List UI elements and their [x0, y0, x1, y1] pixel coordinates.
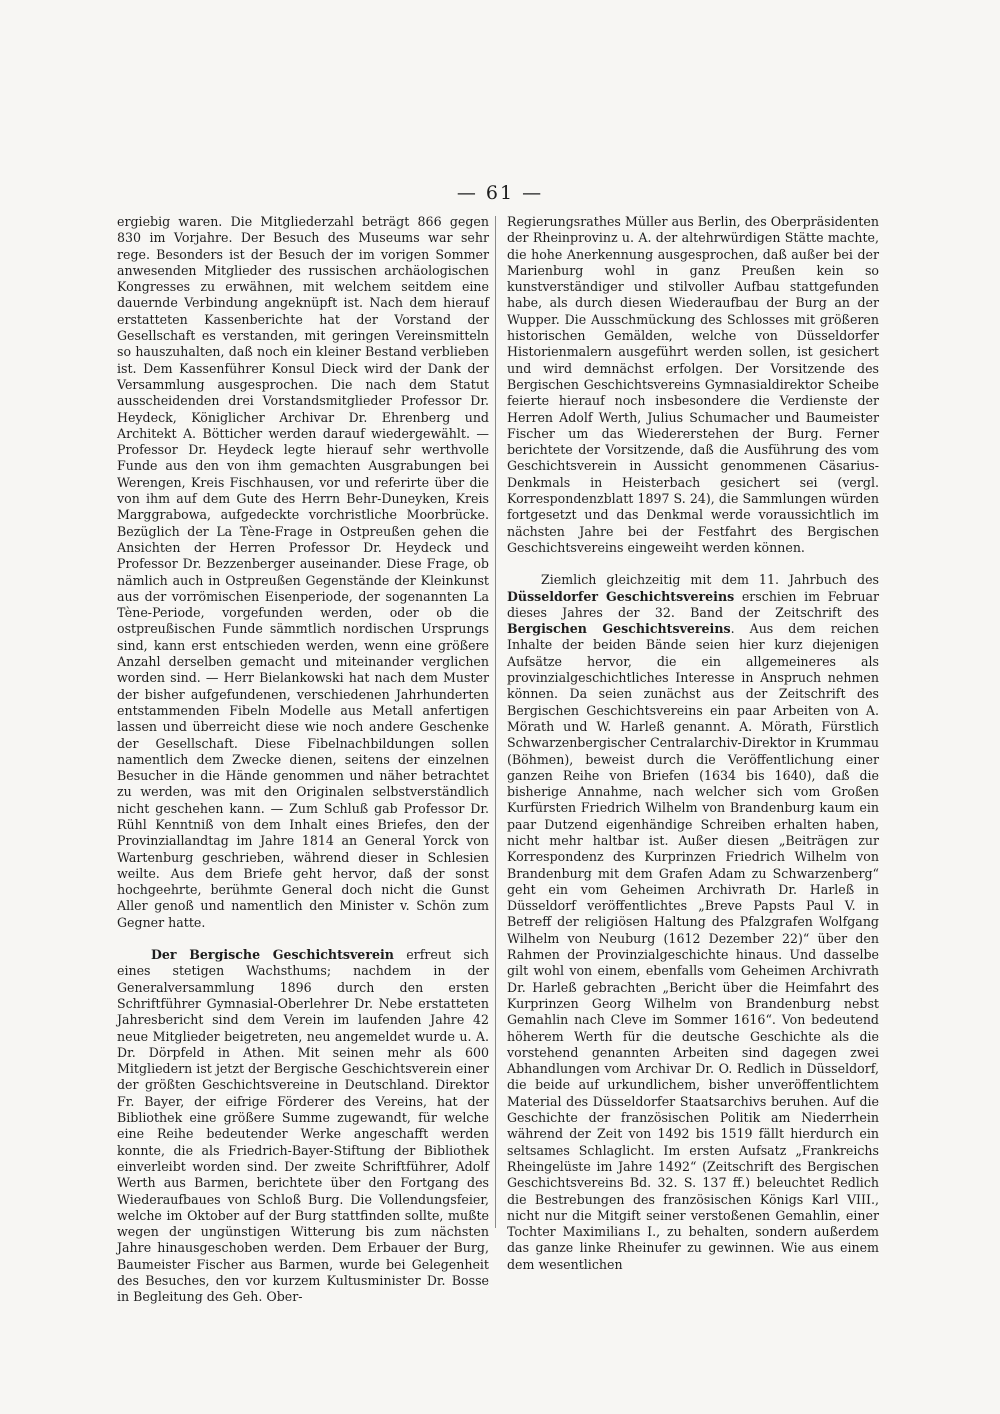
section-heading-bergischer-verein-2: Bergischen Geschichtsvereins [507, 621, 731, 637]
right-paragraph-2-lead: Ziemlich gleichzeitig mit dem 11. Jahrbuch des [541, 572, 879, 588]
page-number: — 61 — [456, 182, 544, 204]
right-column [507, 214, 879, 1273]
paragraph-gap [507, 556, 879, 572]
right-paragraph-2-text: . Aus dem reichen Inhalte der beiden Bände seien hier kurz diejenigen Aufsätze hervor, die ein allgemeineres als provinzialgeschichtliches Interesse in Anspruch nehmen können. Da seien zunächst aus der Zeitschrift des Bergischen Geschichtsvereins ein paar Arbeiten von A. Mörath und W. Harleß genannt. A. Mörath, Fürstlich Schwarzenbergischer Centralarchiv-Direktor in Krummau (Böhmen), beweist durch die Veröffentlichung einer ganzen Reihe von Briefen (1634 bis 1640), daß die bisherige Annahme, nach welcher sich vom Großen Kurfürsten Friedrich Wilhelm von Brandenburg kaum ein paar Dutzend eigenhändige Schreiben erhalten haben, nicht mehr haltbar ist. Außer diesen „Beiträgen zur Korrespondenz des Kurprinzen Friedrich Wilhelm von Brandenburg mit dem Grafen Adam zu Schwarzenberg“ geht ein vom Geheimen Archivrath Dr. Harleß in Düsseldorf veröffentlichtes „Breve Papsts Paul V. in Betreff der religiösen Haltung des Pfalzgrafen Wolfgang Wilhelm von Neuburg (1612 Dezember 22)“ über den Rahmen der Provinzialgeschichte hinaus. Und dasselbe gilt wohl von einem, ebenfalls vom Geheimen Archivrath Dr. Harleß gebrachten „Bericht über die Heimfahrt des Kurprinzen Georg Wilhelm von Brandenburg nebst Gemahlin nach Cleve im Sommer 1616“. Von bedeutend höherem Werth für die deutsche Geschichte als die vorstehend genannten Arbeiten sind dagegen zwei Abhandlungen vom Archivar Dr. O. Redlich in Düsseldorf, die beide auf urkundlichem, bisher unveröffentlichtem Material des Düsseldorfer Staatsarchivs beruhen. Auf die Geschichte der französischen Politik am Niederrhein während der Zeit von 1492 bis 1519 fällt hierdurch ein seltsames Schlaglicht. Im ersten Aufsatz „Frankreichs Rheingelüste im Jahre 1492“ (Zeitschrift des Bergischen Geschichtsvereins Bd. 32. S. 137 ff.) beleuchtet Redlich die Bestrebungen des französischen Königs Karl VIII., nicht nur die Mitgift seiner verstoßenen Gemahlin, einer Tochter Maximilians I., zu behalten, sondern außerdem das ganze linke Rheinufer zu gewinnen. Wie aus einem dem wesentlichen [507, 621, 880, 1272]
section-heading-duesseldorfer-verein: Düsseldorfer Geschichtsvereins [507, 588, 735, 604]
right-paragraph-2-mid: erschien im Februar dieses Jahres der 32. Band der Zeitschrift des [507, 588, 879, 620]
section-heading-bergischer-verein: Der Bergische Geschichtsverein [151, 947, 394, 963]
paragraph-gap [117, 931, 489, 947]
left-paragraph-1: ergiebig waren. Die Mitgliederzahl beträgt 866 gegen 830 im Vorjahre. Der Besuch des Museums war sehr rege. Besonders ist der Besuch der im vorigen Sommer anwesenden Mitglieder des russischen archäologischen Kongresses zu erwähnen, mit welchem seitdem eine dauernde Verbindung angeknüpft ist. Nach dem hierauf erstatteten Kassenberichte hat der Vorstand der Gesellschaft es verstanden, mit geringen Vereinsmitteln so hauszuhalten, daß noch ein kleiner Bestand verblieben ist. Dem Kassenführer Konsul Dieck wird der Dank der Versammlung ausgesprochen. Die nach dem Statut ausscheidenden drei Vorstandsmitglieder Professor Dr. Heydeck, Königlicher Archivar Dr. Ehrenberg und Architekt A. Bötticher werden darauf wiedergewählt. — Professor Dr. Heydeck legte hierauf sehr werthvolle Funde aus den von ihm gemachten Ausgrabungen bei Werengen, Kreis Fischhausen, vor und referirte über die von ihm auf dem Gute des Herrn Behr-Duneyken, Kreis Marggrabowa, aufgedeckte vorchristliche Moorbrücke. Bezüglich der La Tène-Frage in Ostpreußen gehen die Ansichten der Herren Professor Dr. Heydeck und Professor Dr. Bezzenberger auseinander. Diese Frage, ob nämlich auch in Ostpreußen Gegenstände der Kleinkunst aus der vorrömischen Eisenperiode, der sogenannten La Tène-Periode, vorgefunden werden, oder ob die ostpreußischen Funde sämmtlich nordischen Ursprungs sind, kann erst entschieden werden, wenn eine größere Anzahl derselben gemacht und miteinander verglichen worden sind. — Herr Bielankowski hat nach dem Muster der bisher aufgefundenen, verschiedenen Jahrhunderten entstammenden Fibeln Modelle aus Metall anfertigen lassen und überreicht diese wie noch andere Geschenke der Gesellschaft. Diese Fibelnachbildungen sollen namentlich dem Zwecke dienen, seitens der einzelnen Besucher in die Hände genommen und näher betrachtet zu werden, was mit den Originalen selbstverständlich nicht geschehen kann. — Zum Schluß gab Professor Dr. Rühl Kenntniß von dem Inhalt eines Briefes, den der Provinziallandtag im Jahre 1814 an General Yorck von Wartenburg geschrieben, während dieser in Schlesien weilte. Aus dem Briefe geht hervor, daß der sonst hochgeehrte, berühmte General doch nicht die Gunst Aller genoß und namentlich den Minister v. Schön zum Gegner hatte. [117, 214, 489, 930]
left-paragraph-2 [117, 947, 489, 1306]
column-divider [495, 216, 496, 1228]
left-paragraph-2-text: erfreut sich eines stetigen Wachsthums; nachdem in der Generalversammlung 1896 durch den ersten Schriftführer Gymnasial-Oberlehrer Dr. Nebe erstatteten Jahresbericht sind dem Verein im laufenden Jahre 42 neue Mitglieder beigetreten, neu angemeldet wurde u. A. Dr. Dörpfeld in Athen. Mit seinen mehr als 600 Mitgliedern ist jetzt der Bergische Geschichtsverein einer der größten Geschichtsvereine in Deutschland. Direktor Fr. Bayer, der eifrige Förderer des Vereins, hat der Bibliothek eine größere Summe zugewandt, für welche eine Reihe bedeutender Werke angeschafft werden konnte, die als Friedrich-Bayer-Stiftung der Bibliothek einverleibt worden sind. Der zweite Schriftführer, Adolf Werth aus Barmen, berichtete über den Fortgang des Wiederaufbaues von Schloß Burg. Die Vollendungsfeier, welche im Oktober auf der Burg stattfinden sollte, mußte wegen der ungünstigen Witterung bis zum nächsten Jahre hinausgeschoben werden. Dem Erbauer der Burg, Baumeister Fischer aus Barmen, wurde bei Gelegenheit des Besuches, den vor kurzem Kultusminister Dr. Bosse in Begleitung des Geh. Ober- [117, 947, 489, 1305]
left-column [117, 214, 489, 1306]
right-paragraph-1: Regierungsrathes Müller aus Berlin, des Oberpräsidenten der Rheinprovinz u. A. der altehrwürdigen Stätte machte, die hohe Anerkennung ausgesprochen, daß außer bei der Marienburg wohl in ganz Preußen kein so kunstverständiger und stilvoller Aufbau stattgefunden habe, als durch diesen Wiederaufbau der Burg an der Wupper. Die Ausschmückung des Schlosses mit größeren historischen Gemälden, welche von Düsseldorfer Historienmalern ausgeführt werden sollen, ist gesichert und wird demnächst erfolgen. Der Vorsitzende des Bergischen Geschichtsvereins Gymnasialdirektor Scheibe feierte hierauf noch insbesondere die Verdienste der Herren Adolf Werth, Julius Schumacher und Baumeister Fischer um das Wiedererstehen der Burg. Ferner berichtete der Vorsitzende, daß die Ausführung des vom Geschichtsverein in Aussicht genommenen Cäsarius-Denkmals in Heisterbach gesichert sei (vergl. Korrespondenzblatt 1897 S. 24), die Sammlungen würden fortgesetzt und das Denkmal werde voraussichtlich im nächsten Jahre bei der Festfahrt des Bergischen Geschichtsvereins eingeweiht werden können. [507, 214, 879, 555]
right-paragraph-2 [507, 572, 879, 1273]
